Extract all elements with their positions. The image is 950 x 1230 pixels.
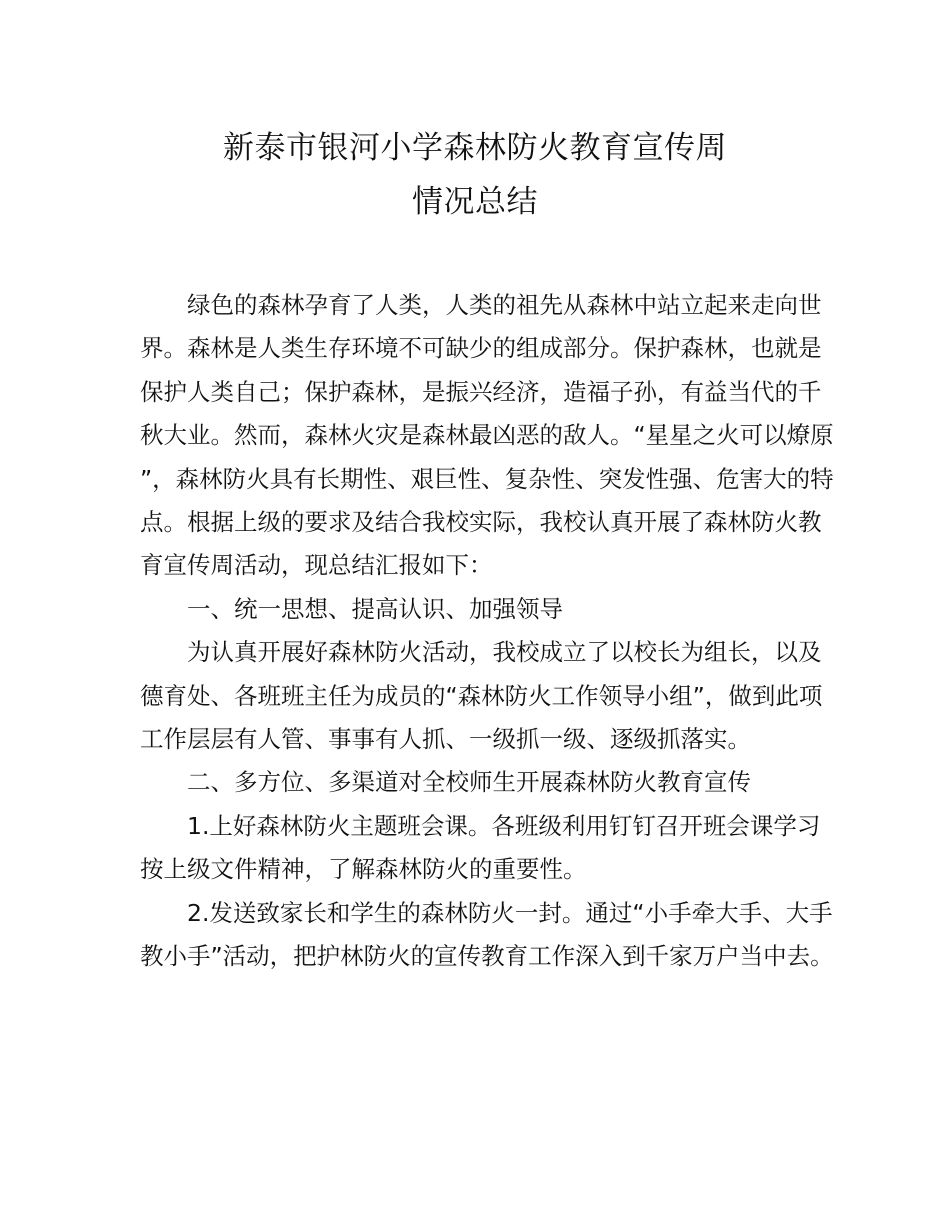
section-heading-1: 一、统一思想、提高认识、加强领导 (187, 594, 563, 623)
intro-paragraph: 绿色的森林孕育了人类，人类的祖先从森林中站立起来走向世界。森林是人类生存环境不可缺少的组成部分。保护森林，也就是保护人类自己；保护森林，是振兴经济，造福子孙，有益当代的千秋大业。然而，森林火灾是森林最凶恶的敌人。“星星之火可以燎原”，森林防火具有长期性、艰巨性、复杂性、突发性强、危害大的特点。根据上级的要求及结合我校实际，我校认真开展了森林防火教育宣传周活动，现总结汇报如下： (140, 291, 834, 580)
document-subtitle: 情况总结 (412, 184, 538, 220)
section-2-item-1: 1.上好森林防火主题班会课。各班级利用钉钉召开班会课学习按上级文件精神，了解森林防火的重要性。 (140, 811, 821, 884)
document-title: 新泰市银河小学森林防火教育宣传周 (223, 130, 727, 166)
section-2-item-2: 2.发送致家长和学生的森林防火一封。通过“小手牵大手、大手教小手”活动，把护林防火的宣传教育工作深入到千家万户当中去。 (140, 898, 834, 971)
section-1-paragraph: 为认真开展好森林防火活动，我校成立了以校长为组长，以及德育处、各班班主任为成员的“森林防火工作领导小组”，做到此项工作层层有人管、事事有人抓、一级抓一级、逐级抓落实。 (140, 638, 823, 754)
document-body (140, 284, 840, 979)
section-heading-2: 二、多方位、多渠道对全校师生开展森林防火教育宣传 (187, 768, 751, 797)
